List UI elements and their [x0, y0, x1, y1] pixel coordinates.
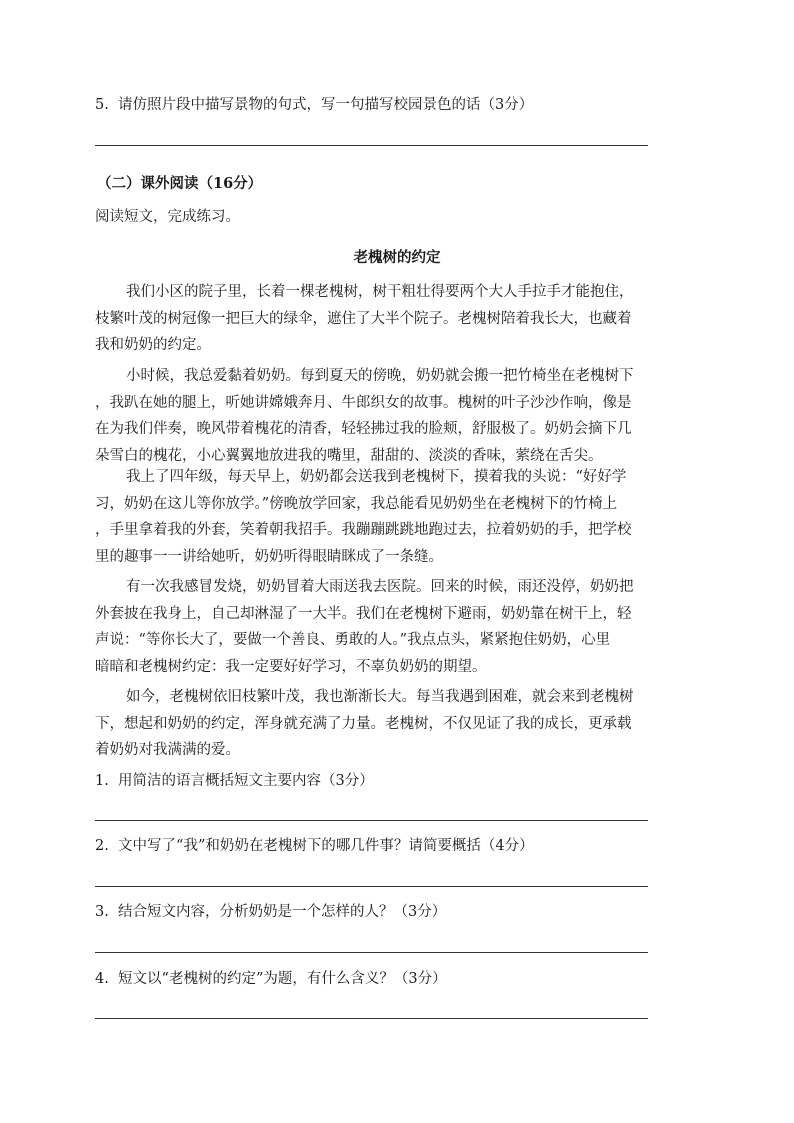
- question-2: 2. 文中写了“我”和奶奶在老槐树下的哪几件事？请简要概括（4分）: [95, 838, 534, 854]
- paragraph-line: 如今，老槐树依旧枝繁叶茂，我也渐渐长大。每当我遇到困难，就会来到老槐树: [126, 689, 634, 705]
- paragraph-line: 小时候，我总爱黏着奶奶。每到夏天的傍晚，奶奶就会搬一把竹椅坐在老槐树下: [126, 368, 634, 384]
- paragraph-line: 在为我们伴奏，晚风带着槐花的清香，轻轻拂过我的脸颊，舒服极了。奶奶会摘下几: [95, 421, 632, 437]
- article-paragraph-5: [95, 684, 661, 764]
- section-heading: （二）课外阅读（16分）: [97, 175, 263, 192]
- reading-instruction: 阅读短文，完成练习。: [95, 209, 240, 225]
- question-3: 3. 结合短文内容，分析奶奶是一个怎样的人？（3分）: [95, 904, 447, 920]
- answer-line-q5[interactable]: [95, 145, 648, 146]
- article-paragraph-1: [95, 279, 661, 359]
- paragraph-line: 里的趣事一一讲给她听，奶奶听得眼睛眯成了一条缝。: [95, 548, 443, 565]
- paragraph-line: 我上了四年级，每天早上，奶奶都会送我到老槐树下，摸着我的头说：“好好学: [126, 469, 627, 485]
- paragraph-line: 下，想起和奶奶的约定，浑身就充满了力量。老槐树，不仅见证了我的成长，更承载: [95, 715, 632, 732]
- article-title: 老槐树的约定: [353, 249, 441, 266]
- answer-line-q2[interactable]: [95, 886, 648, 887]
- question-4: 4. 短文以“老槐树的约定”为题，有什么含义？（3分）: [95, 971, 447, 987]
- paragraph-line: 声说：“等你长大了，要做一个善良、勇敢的人。”我点点头，紧紧抱住奶奶，心里: [95, 632, 611, 648]
- article-paragraph-2: [95, 363, 661, 469]
- paragraph-line: 暗暗和老槐树约定：我一定要好好学习，不辜负奶奶的期望。: [95, 658, 487, 675]
- paragraph-line: 有一次我感冒发烧，奶奶冒着大雨送我去医院。回来的时候，雨还没停，奶奶把: [126, 579, 634, 595]
- question-1: 1. 用简洁的语言概括短文主要内容（3分）: [95, 773, 374, 789]
- paragraph-line: 习，奶奶在这儿等你放学。”傍晚放学回家，我总能看见奶奶坐在老槐树下的竹椅上: [95, 495, 618, 512]
- paragraph-line: 外套披在我身上，自己却淋湿了一大半。我们在老槐树下避雨，奶奶靠在树干上，轻: [95, 605, 632, 622]
- article-paragraph-4: [95, 574, 661, 680]
- paragraph-line: 着奶奶对我满满的爱。: [95, 742, 240, 758]
- paragraph-line: ，我趴在她的腿上，听她讲嫦娥奔月、牛郎织女的故事。槐树的叶子沙沙作响，像是: [95, 394, 632, 411]
- answer-line-q1[interactable]: [95, 820, 648, 821]
- question-5: 5. 请仿照片段中描写景物的句式，写一句描写校园景色的话（3分）: [95, 97, 534, 113]
- paragraph-line: ，手里拿着我的外套，笑着朝我招手。我蹦蹦跳跳地跑过去，拉着奶奶的手，把学校: [95, 522, 632, 538]
- answer-line-q4[interactable]: [95, 1018, 648, 1019]
- paragraph-line: 我和奶奶的约定。: [95, 337, 211, 353]
- paragraph-line: 枝繁叶茂的树冠像一把巨大的绿伞，遮住了大半个院子。老槐树陪着我长大，也藏着: [95, 310, 632, 327]
- paragraph-line: 我们小区的院子里，长着一棵老槐树，树干粗壮得要两个大人手拉手才能抱住，: [126, 284, 634, 300]
- answer-line-q3[interactable]: [95, 952, 648, 953]
- paragraph-line: 朵雪白的槐花，小心翼翼地放进我的嘴里，甜甜的、淡淡的香味，萦绕在舌尖。: [95, 447, 603, 464]
- article-paragraph-3: [95, 464, 661, 570]
